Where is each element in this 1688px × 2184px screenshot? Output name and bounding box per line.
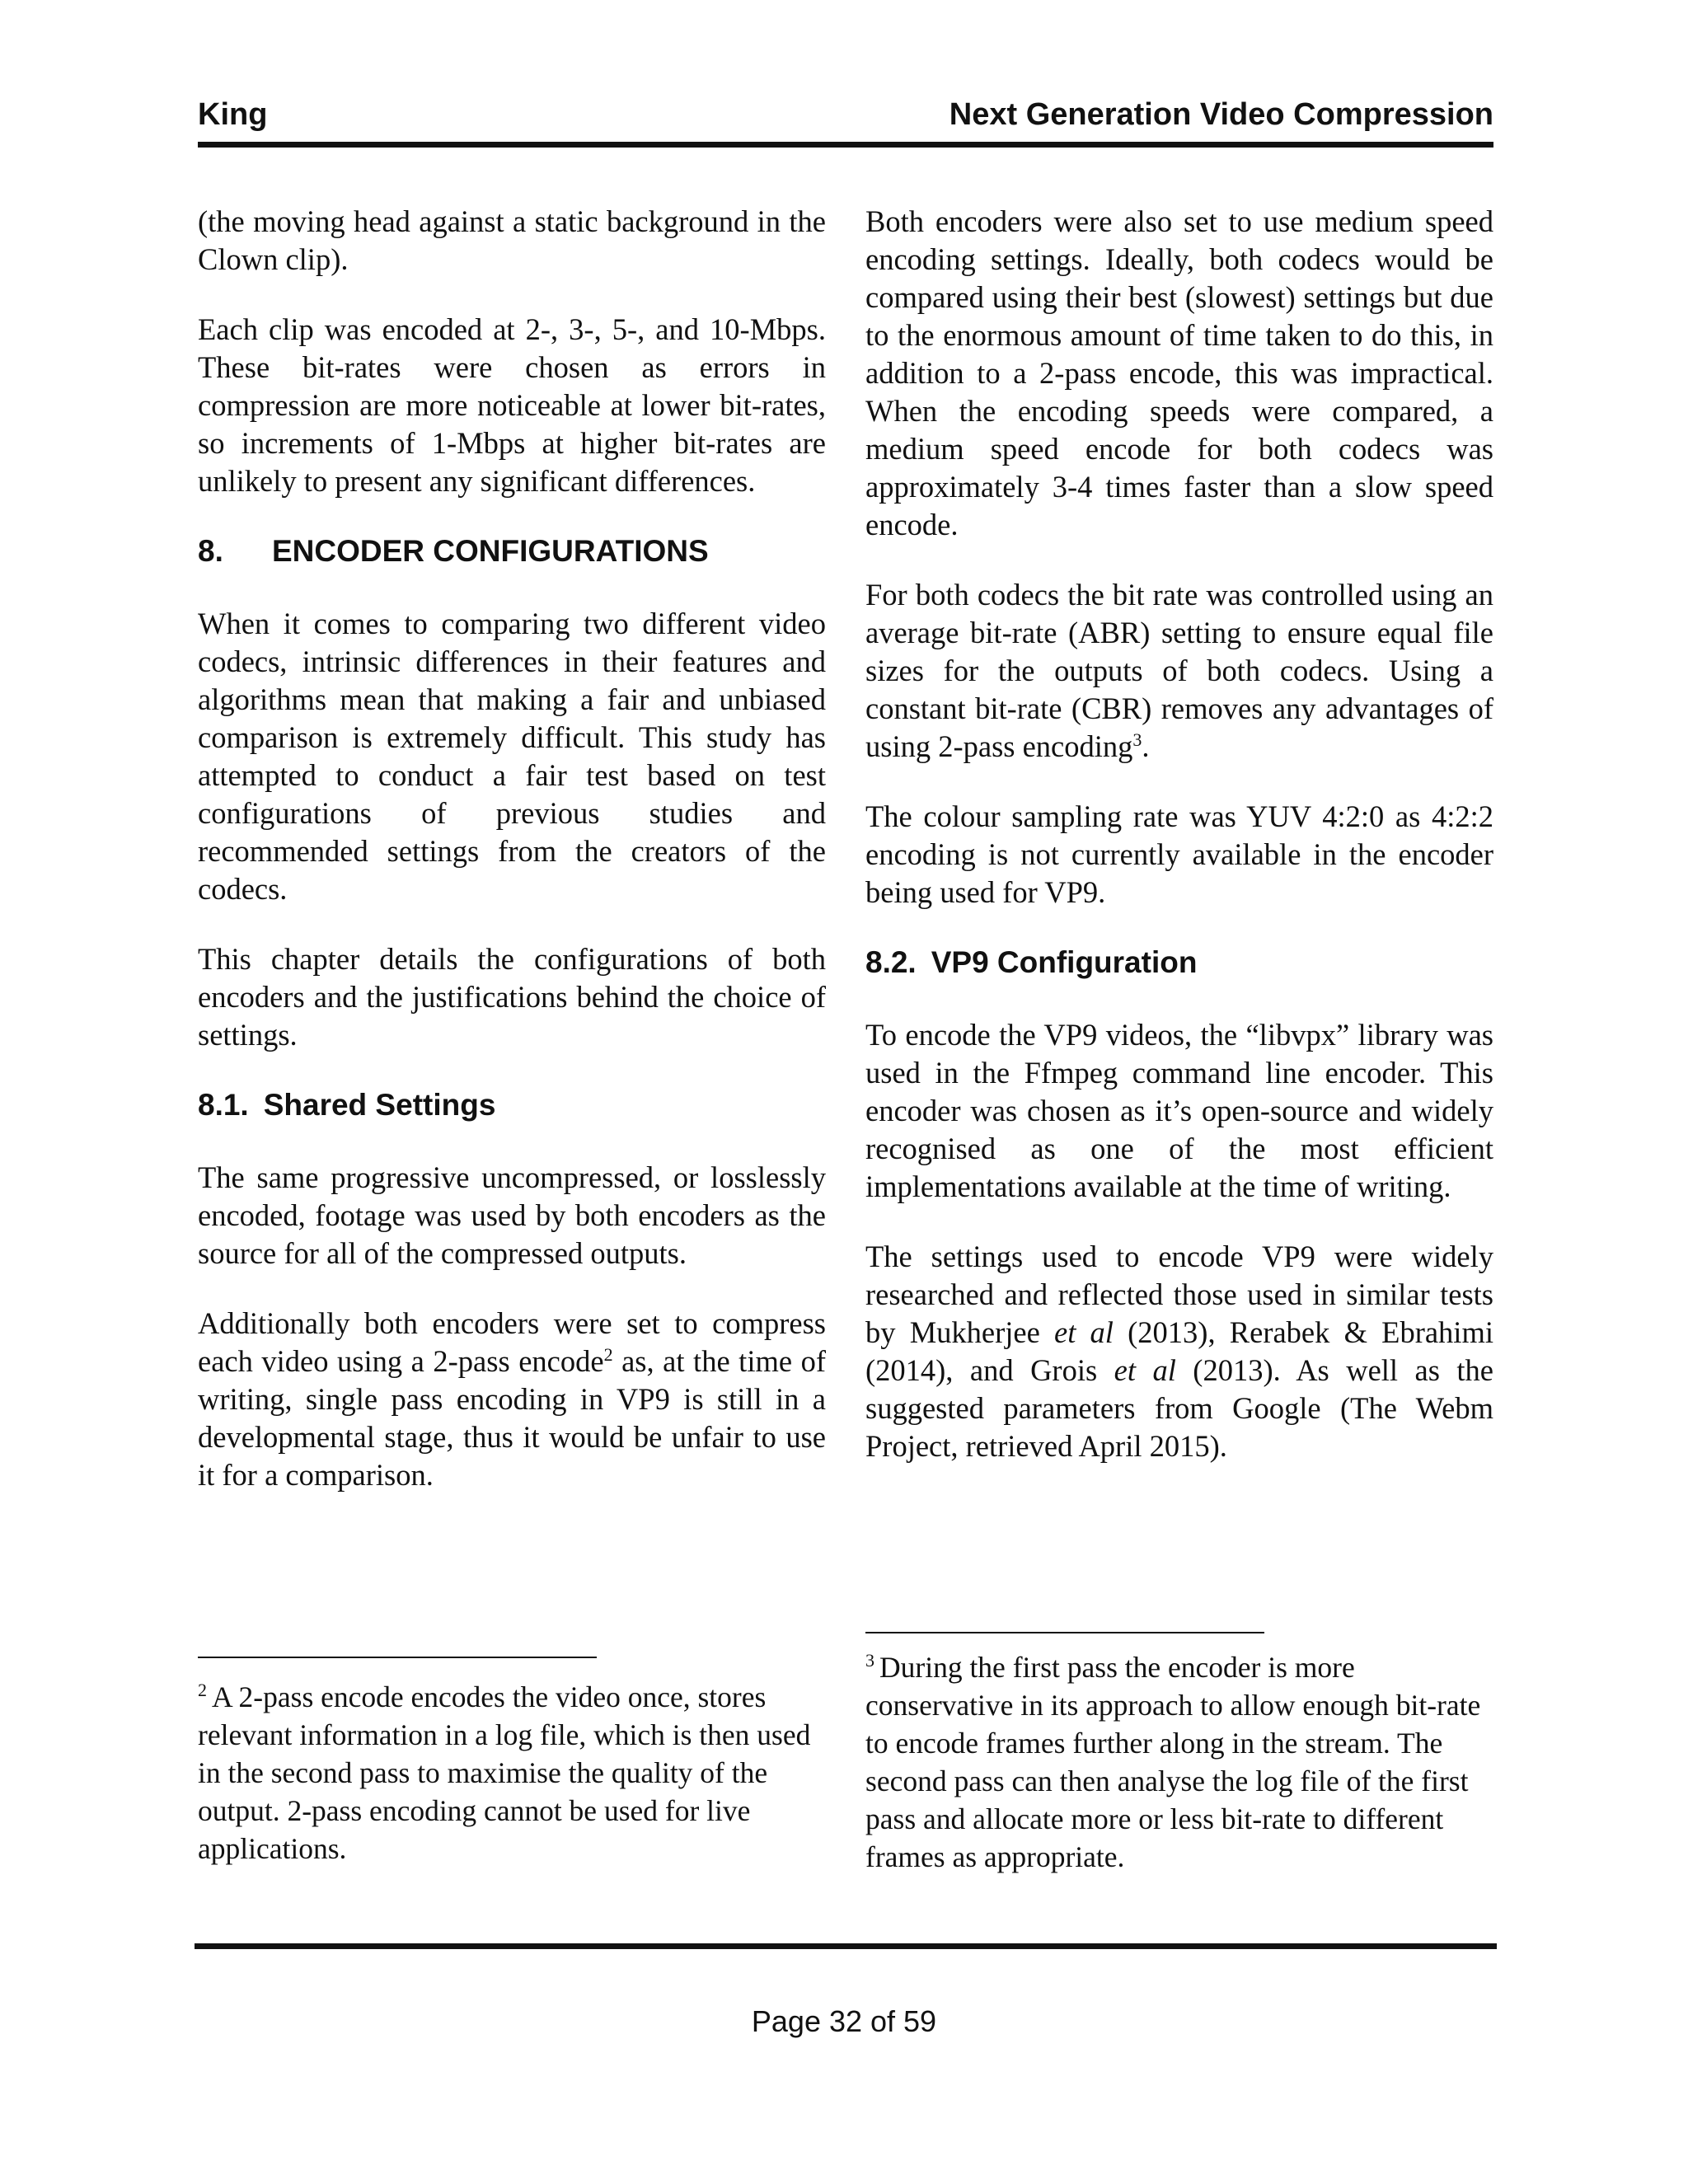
text-run-italic: et al — [1054, 1315, 1114, 1349]
paragraph-abr — [865, 576, 1493, 766]
text-run: For both codecs the bit rate was controlled using an average bit-rate (ABR) setting to ensure equal file sizes for the outputs of both codecs. Using a constant bit-rate (CBR) removes any advantages of using 2-pass encoding — [865, 578, 1493, 763]
paragraph-continued: (the moving head against a static background in the Clown clip). — [198, 204, 826, 276]
section-title: Shared Settings — [263, 1088, 496, 1122]
paragraph-settings — [865, 1238, 1493, 1465]
text-run: The settings used to encode VP9 were widely researched and reflected those used in similar tests by Mukherjee — [865, 1240, 1493, 1349]
text-run: (2013), Rerabek & Ebrahimi (2014), and Grois — [865, 1315, 1493, 1387]
footnote-2 — [198, 1678, 828, 1868]
section-number: 8.1. — [198, 1088, 249, 1122]
footnote-separator — [198, 1657, 597, 1658]
footnote-separator — [865, 1632, 1264, 1633]
text-run: Additionally both encoders were set to compress each video using a 2-pass encode — [198, 1306, 826, 1378]
text-run-italic: et al — [1114, 1353, 1176, 1387]
page-header — [198, 97, 1493, 148]
section-title: ENCODER CONFIGURATIONS — [272, 534, 709, 568]
paragraph-source: The same progressive uncompressed, or losslessly encoded, footage was used by both encoders as the source for all of the compressed outputs. — [198, 1160, 826, 1270]
header-author: King — [198, 97, 268, 132]
text-run: . — [1142, 729, 1150, 763]
footnote-text: During the first pass the encoder is more conservative in its approach to allow enough bit-rate to encode frames further along in the stream. The second pass can then analyse the log file of the first pass and allocate more or less bit-rate to different frames as appropriate. — [865, 1651, 1481, 1873]
paragraph-colour: The colour sampling rate was YUV 4:2:0 as 4:2:2 encoding is not currently available in the encoder being used for VP9. — [865, 799, 1493, 909]
footnote-reference[interactable]: 2 — [603, 1343, 613, 1365]
right-column — [865, 203, 1493, 1497]
text-run: (2013). As well as the suggested parameters from Google (The Webm Project, retrieved April 2015). — [865, 1353, 1493, 1463]
header-running-title: Next Generation Video Compression — [949, 97, 1493, 132]
paragraph-speed: Both encoders were also set to use medium speed encoding settings. Ideally, both codecs would be compared using their best (slowest) settings but due to the enormous amount of time taken to do this, in addition to a 2-pass encode, this was impractical. When the encoding speeds were compared, a medium speed encode for both codecs was approximately 3-4 times faster than a slow speed encode. — [865, 204, 1493, 541]
paragraph-chapter: This chapter details the configurations of both encoders and the justifications behind the choice of settings. — [198, 942, 826, 1052]
paragraph-intro: When it comes to comparing two different video codecs, intrinsic differences in their features and algorithms mean that making a fair and unbiased comparison is extremely difficult. This study has attempted to conduct a fair test based on test configurations of previous studies and recommended settings from the creators of the codecs. — [198, 607, 826, 906]
paragraph-bitrates: Each clip was encoded at 2-, 3-, 5-, and 10-Mbps. These bit-rates were chosen as errors in compression are more noticeable at lower bit-rates, so increments of 1-Mbps at higher bit-rates are unlikely to present any significant differences. — [198, 312, 826, 498]
footnote-number: 2 — [198, 1680, 207, 1701]
footnote-reference[interactable]: 3 — [1132, 729, 1142, 750]
footnote-3 — [865, 1648, 1495, 1876]
section-number: 8. — [198, 534, 223, 568]
section-heading-8-2 — [865, 944, 1493, 982]
section-heading-8-1 — [198, 1086, 826, 1124]
left-column — [198, 203, 826, 1526]
footer-rule — [195, 1943, 1497, 1949]
text-run: as, at the time of writing, single pass encoding in VP9 is still in a developmental stage, thus it would be unfair to use it for a comparison. — [198, 1344, 826, 1492]
paragraph-two-pass — [198, 1305, 826, 1494]
footnote-number: 3 — [865, 1650, 874, 1671]
footnote-text: A 2-pass encode encodes the video once, stores relevant information in a log file, which is then used in the second pass to maximise the quality of the output. 2-pass encoding cannot be used for live applications. — [198, 1680, 811, 1865]
paragraph-libvpx: To encode the VP9 videos, the “libvpx” library was used in the Ffmpeg command line encoder. This encoder was chosen as it’s open-source and widely recognised as one of the most efficient implementations available at the time of writing. — [865, 1018, 1493, 1203]
section-heading-8 — [198, 532, 826, 570]
page-number: Page 32 of 59 — [751, 2004, 937, 2038]
section-title: VP9 Configuration — [931, 945, 1198, 979]
section-number: 8.2. — [865, 945, 917, 979]
